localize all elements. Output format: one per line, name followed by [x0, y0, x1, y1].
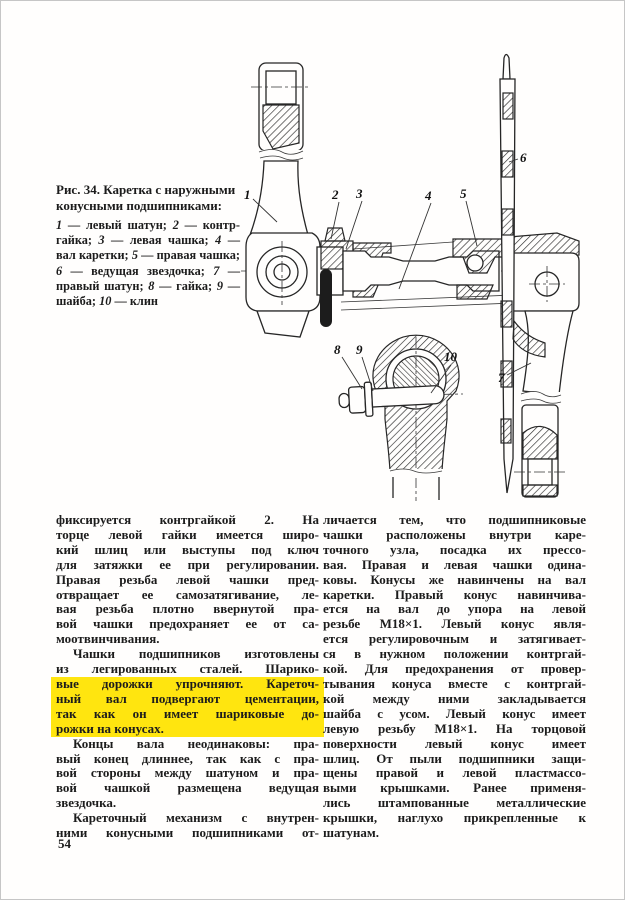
text-line: крышки, наглухо прикрепленные к	[323, 810, 586, 826]
text-line: левую резьбу М18×1. На торцовой	[323, 720, 586, 736]
legend-item-number: 10	[99, 294, 112, 309]
text-line: выми крышками. Ранее применя-	[323, 780, 586, 796]
text-line: для затяжки ее при регулировании.	[56, 556, 319, 572]
legend-item-number: 2	[172, 218, 179, 232]
figure-label: 9	[356, 342, 363, 357]
left-text-column	[56, 513, 319, 841]
text-line: моотвинчивания.	[56, 631, 160, 647]
text-line: вая. Правая и левая чашки одина-	[323, 556, 586, 572]
legend-item-text: — гайка;	[154, 278, 217, 293]
legend-item-number: 6	[56, 263, 63, 278]
text-line: вой чашки предохраняет ее от са-	[56, 616, 319, 632]
legend-item-number: 3	[98, 233, 105, 248]
text-line: ними конусными подшипниками от-	[56, 825, 319, 841]
text-line: шлиц. От пыли подшипники защи-	[323, 750, 586, 766]
text-line: вая резьба плотно ввернутой пра-	[56, 601, 319, 617]
text-line: щены правой и левой пластмассо-	[323, 765, 586, 781]
legend-item-number: 7	[213, 263, 220, 278]
text-line: вый конец длиннее, так как с пра-	[56, 750, 319, 766]
text-line: кий шлиц или выступы под ключ	[56, 541, 319, 557]
text-line: каретки. Правый конус навинчива-	[323, 586, 586, 602]
figure-label: 10	[444, 349, 457, 364]
legend-item-number: 9	[216, 278, 223, 293]
figure-label: 1	[244, 187, 251, 202]
text-line: резьбе М18×1. Левый конус явля-	[323, 616, 586, 632]
figure-label: 7	[498, 370, 505, 385]
text-line: ется на вал до упора на левой	[323, 601, 586, 617]
text-line: шайба с усом. Левый конус имеет	[323, 705, 586, 721]
legend-item-number: 5	[131, 248, 138, 263]
text-line: поверхности левый конус имеет	[323, 735, 586, 751]
text-line: Чашки подшипников изготовлены	[73, 646, 319, 662]
right-text-column	[323, 513, 586, 841]
legend-item-text: — контргайка;	[56, 218, 240, 248]
legend-item-text: — левый шатун;	[62, 218, 173, 232]
legend-item-number: 8	[148, 278, 155, 293]
text-line: ся в нужном положении контргай-	[323, 646, 586, 662]
left-crank-arm	[246, 63, 320, 337]
text-line: рожки на конусах.	[51, 722, 324, 737]
legend-item-text: — вал каретки;	[56, 233, 240, 263]
text-line: вые дорожки упрочняют. Кареточ-	[51, 677, 324, 692]
text-line: лись штампованные металлические	[323, 795, 586, 811]
right-crank-arm	[509, 233, 579, 497]
bearing-ball	[467, 255, 483, 271]
figure-caption	[56, 182, 240, 309]
text-line: точного узла, посадка их прессо-	[323, 541, 586, 557]
legend-item	[56, 218, 173, 232]
legend-item	[132, 248, 240, 262]
legend-item-text: — шайба;	[56, 278, 241, 309]
text-line: личается тем, что подшипниковые	[323, 512, 586, 527]
text-line: ковы. Конусы же навинчены на вал	[323, 571, 586, 587]
text-line: чашки расположены внутри каре-	[323, 526, 586, 542]
text-line: вой чашкой размещена ведущая	[56, 780, 319, 796]
text-line: ный вал подвергают цементации,	[51, 692, 324, 707]
text-line: тывания конуса вместе с контргай-	[323, 675, 586, 691]
legend-item-number: 1	[56, 218, 63, 232]
figure-label: 8	[334, 342, 341, 357]
text-line: отвращает ее самозатягивание, ле-	[56, 586, 319, 602]
legend-item	[98, 233, 215, 247]
figure-crankset-drawing	[227, 37, 587, 507]
text-line: шатунам.	[323, 825, 379, 841]
legend-item-text: — клин	[111, 294, 158, 309]
figure-label: 2	[332, 187, 339, 202]
text-line: фиксируется контргайкой 2. На	[56, 512, 319, 527]
text-line: Кареточный механизм с внутрен-	[73, 810, 319, 826]
figure-label: 5	[460, 186, 467, 201]
text-line: так как он имеет шариковые до-	[51, 707, 324, 722]
page-number: 54	[58, 836, 71, 851]
legend-item-text: — ведущая звездочка;	[62, 263, 214, 278]
legend-item-text: — правая чашка;	[137, 248, 240, 263]
text-line: из легированных сталей. Шарико-	[56, 661, 319, 677]
figure-label: 3	[356, 186, 363, 201]
legend-item-text: — правый шатун;	[56, 263, 240, 293]
figure-label: 4	[425, 188, 432, 203]
legend-item	[148, 279, 217, 293]
legend-item-number: 4	[215, 233, 222, 248]
figure-label: 6	[520, 150, 527, 165]
text-line: Правая резьба левой чашки пред-	[56, 571, 319, 587]
figure-caption-title: Рис. 34. Каретка с наружными конусными подшипниками:	[56, 182, 236, 213]
text-line: Концы вала неодинаковы: пра-	[73, 735, 319, 751]
text-line: кой. Для предохранения от провер-	[323, 661, 586, 677]
legend-item	[56, 264, 213, 278]
text-line: кой между ними закладывается	[323, 690, 586, 706]
text-line: ется регулировочным и затягивает-	[323, 631, 586, 647]
legend-item-text: — левая чашка;	[104, 233, 216, 248]
figure-caption-legend	[56, 218, 240, 309]
text-line: торце левой гайки имеется широ-	[56, 526, 319, 542]
legend-item	[99, 294, 158, 308]
text-line: вой стороны между шатуном и пра-	[56, 765, 319, 781]
text-line: звездочка.	[56, 795, 117, 811]
